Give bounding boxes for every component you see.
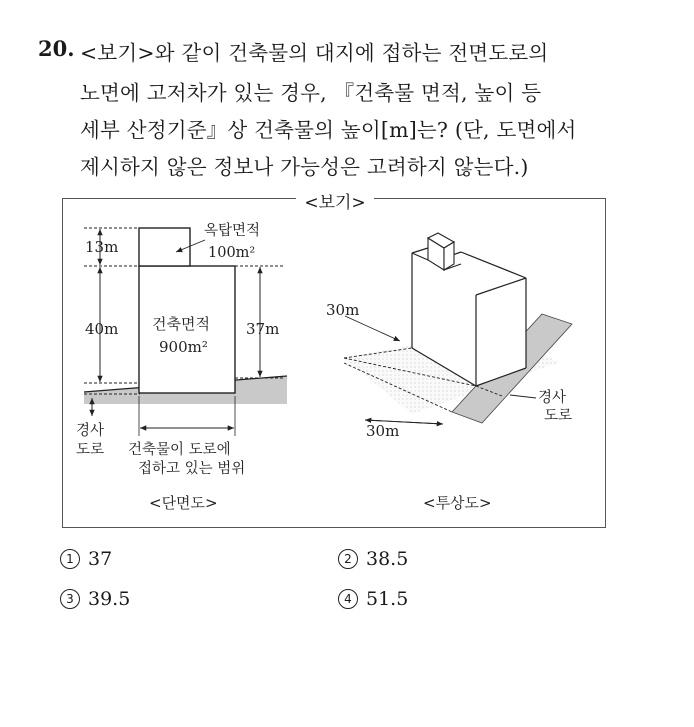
choice-4[interactable] [338, 588, 408, 610]
rooftop-label: 옥탑면적 [204, 223, 261, 239]
rooftop-area: 100m² [208, 245, 256, 261]
contact-range-label-2: 접하고 있는 범위 [138, 461, 246, 477]
choice-1-value: 37 [88, 548, 113, 570]
section-rooftop [139, 228, 190, 266]
question-text-line-3: 세부 산정기준』상 건축물의 높이[m]는? (단, 도면에서 [80, 118, 577, 142]
perspective-dim-top: 30m [326, 301, 360, 319]
choice-1-mark: 1 [60, 549, 80, 569]
section-caption: <단면도> [149, 494, 218, 512]
choice-3-mark: 3 [60, 589, 80, 609]
question-text-line-2: 노면에 고저차가 있는 경우, 『건축물 면적, 높이 등 [80, 81, 542, 105]
choice-3-value: 39.5 [88, 588, 131, 610]
section-view [76, 221, 287, 512]
perspective-slope-label-2: 도로 [544, 408, 573, 424]
perspective-caption: <투상도> [423, 494, 492, 512]
question-text-line-1: <보기>와 같이 건축물의 대지에 접하는 전면도로의 [80, 41, 549, 65]
perspective-view [326, 233, 572, 512]
dim-40m: 40m [85, 320, 119, 338]
building-area-label: 건축면적 [152, 315, 210, 333]
dim-13m: 13m [85, 238, 119, 256]
section-slope-label-2: 도로 [76, 442, 105, 458]
question-text-line-4: 제시하지 않은 정보나 가능성은 고려하지 않는다.) [80, 155, 529, 179]
figure-box-title: <보기> [296, 188, 374, 213]
dim-37m: 37m [246, 320, 280, 338]
choice-3[interactable] [60, 588, 130, 610]
perspective-slope-label-1: 경사 [538, 390, 567, 406]
perspective-dim-bottom: 30m [366, 422, 400, 440]
choice-2-value: 38.5 [366, 548, 409, 570]
question-number: 20. [38, 36, 75, 61]
choice-1[interactable] [60, 548, 112, 570]
figure-drawing [62, 198, 606, 528]
choice-2[interactable] [338, 548, 408, 570]
building-area-value: 900m² [159, 338, 208, 356]
choice-2-mark: 2 [338, 549, 358, 569]
contact-range-label-1: 건축물이 도로에 [128, 442, 231, 458]
choice-4-value: 51.5 [366, 588, 409, 610]
section-slope-label-1: 경사 [76, 423, 105, 439]
choice-4-mark: 4 [338, 589, 358, 609]
